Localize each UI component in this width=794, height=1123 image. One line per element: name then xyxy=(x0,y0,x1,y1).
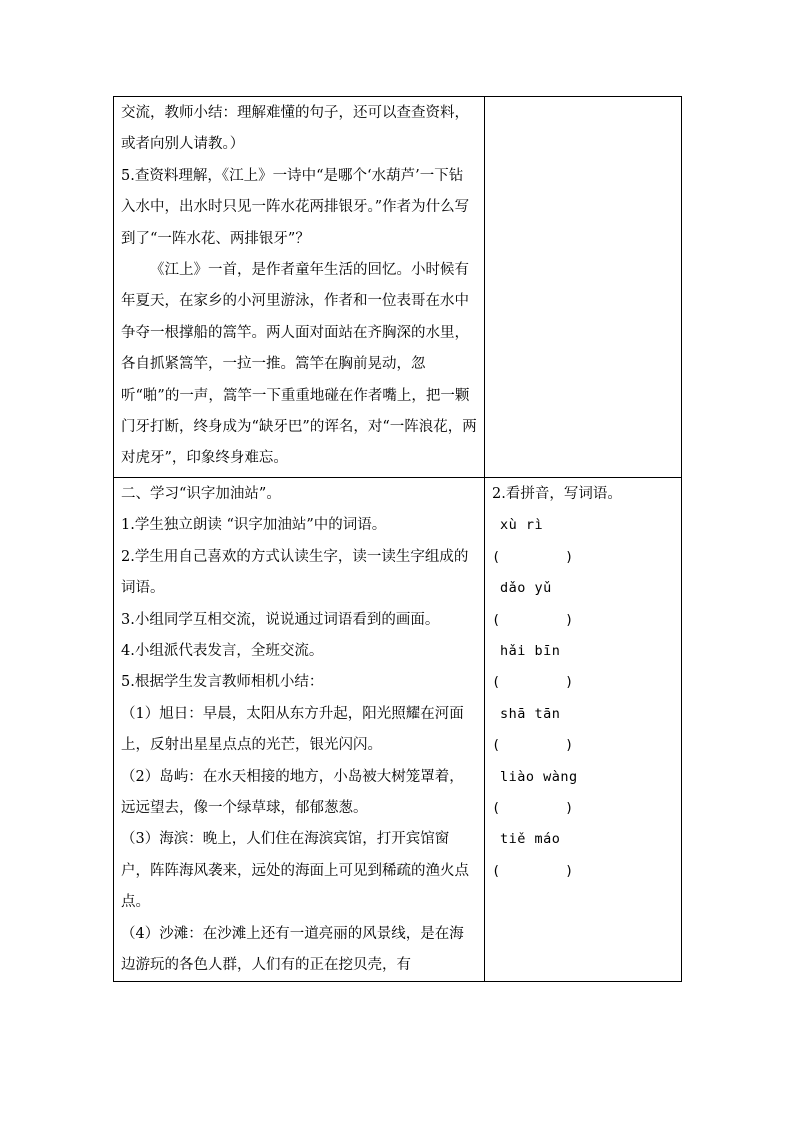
paragraph: 1.学生独立朗读 “识字加油站”中的词语。 xyxy=(121,517,387,534)
table-row xyxy=(114,477,682,982)
pinyin-prompt: shā tān xyxy=(500,705,561,722)
paragraph: 3.小组同学互相交流，说说通过词语看到的画面。 xyxy=(121,611,440,628)
lesson-plan-table xyxy=(113,96,682,982)
answer-blank: ( ) xyxy=(492,737,574,754)
table-row xyxy=(114,97,682,478)
answer-blank: ( ) xyxy=(492,862,574,879)
pinyin-prompt: tiě máo xyxy=(500,831,561,848)
paragraph: 《江上》一首，是作者童年生活的回忆。小时候有年夏天，在家乡的小河里游泳，作者和一位表哥在水中争夺一根撑船的篙竿。两人面对面站在齐胸深的水里，各自抓紧篙竿，一拉一推。篙竿在胸前晃动，忽听“啪”的一声，篙竿一下重重地碰在作者嘴上，把一颗门牙打断，终身成为“缺牙巴”的诨名，对“一阵浪花，两对虎牙”，印象终身难忘。 xyxy=(121,262,477,467)
answer-blank: ( ) xyxy=(492,799,574,816)
pinyin-prompt: hǎi bīn xyxy=(500,642,561,659)
pinyin-prompt: xù rì xyxy=(500,517,544,534)
answer-blank: ( ) xyxy=(492,611,574,628)
paragraph: （4）沙滩：在沙滩上还有一道亮丽的风景线，是在海边游玩的各色人群，人们有的正在挖贝壳，有 xyxy=(121,925,464,973)
pinyin-prompt: dǎo yǔ xyxy=(500,580,552,597)
paragraph: （2）岛屿：在水天相接的地方，小岛被大树笼罩着，远远望去，像一个绿草球，郁郁葱葱。 xyxy=(121,768,464,816)
exercise-cell xyxy=(485,477,682,982)
exercise-title: 2.看拼音，写词语。 xyxy=(492,485,622,502)
pinyin-prompt: liào wàng xyxy=(500,768,578,785)
teaching-process-cell xyxy=(114,477,485,982)
paragraph: 4.小组派代表发言，全班交流。 xyxy=(121,642,324,659)
paragraph: （1）旭日：早晨，太阳从东方升起，阳光照耀在河面上，反射出星星点点的光芒，银光闪闪。 xyxy=(121,705,464,754)
paragraph: 5.查资料理解，《江上》一诗中“是哪个‘水葫芦’一下钻入水中，出水时只见一阵水花两排银牙。”作者为什么写到了“一阵水花、两排银牙”？ xyxy=(121,167,470,247)
paragraph: 2.学生用自己喜欢的方式认读生字，读一读生字组成的词语。 xyxy=(121,548,469,597)
teaching-process-cell xyxy=(114,97,485,478)
answer-blank: ( ) xyxy=(492,548,574,565)
answer-blank: ( ) xyxy=(492,674,574,691)
paragraph: 5.根据学生发言教师相机小结： xyxy=(121,674,324,691)
exercise-cell xyxy=(485,97,682,478)
section-heading: 二、学习“识字加油站”。 xyxy=(121,485,281,502)
paragraph: （3）海滨：晚上，人们住在海滨宾馆，打开宾馆窗户，阵阵海风袭来，远处的海面上可见到稀疏的渔火点点。 xyxy=(121,831,469,911)
paragraph: 交流，教师小结：理解难懂的句子，还可以查查资料，或者向别人请教。） xyxy=(121,105,469,153)
